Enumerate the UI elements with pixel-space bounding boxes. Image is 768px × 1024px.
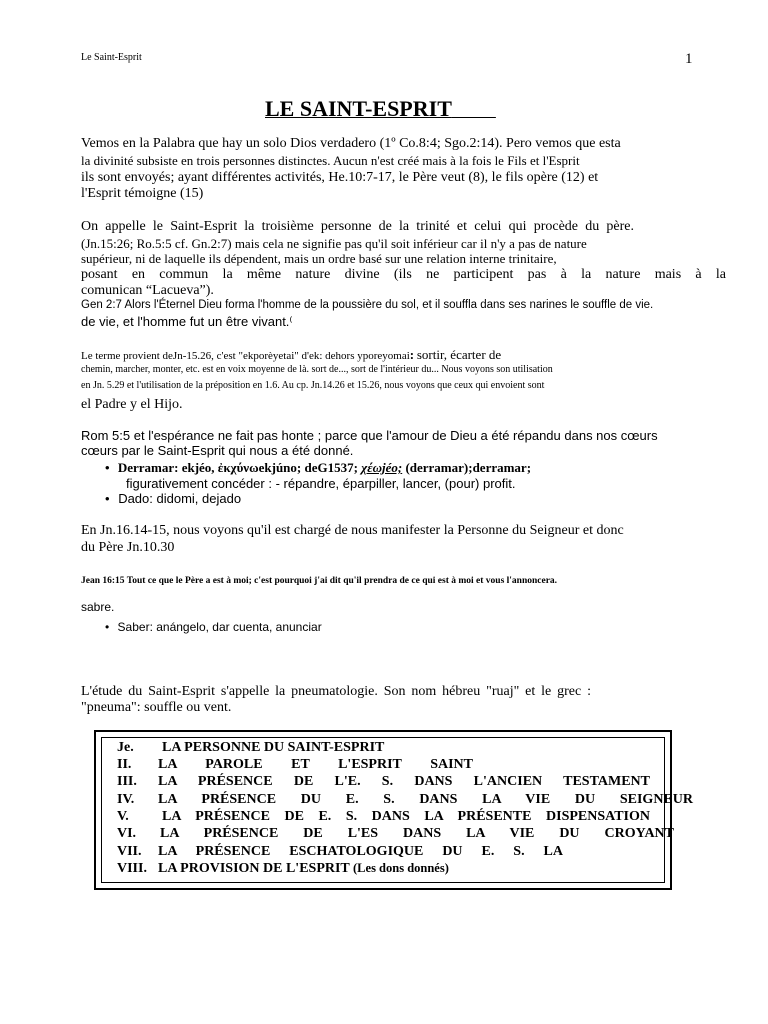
toc-number: VIII. [117,861,147,876]
paragraph-line: en Jn. 5.29 et l'utilisation de la préposition en 1.6. Au cp. Jn.14.26 et 15.26, nous voyons que ceux qui envoient sont [81,380,545,391]
toc-number: VI. [117,826,137,841]
paragraph-line: "pneuma": souffle ou vent. [81,700,232,715]
paragraph-line: l'Esprit témoigne (15) [81,186,204,201]
toc-number: VII. [117,844,142,859]
page-number: 1 [685,51,693,67]
scripture-quote: Jean 16:15 Tout ce que le Père a est à moi; c'est pourquoi j'ai dit qu'il prendra de ce qui est à moi et vous l'annoncera. [81,576,558,586]
paragraph-line: la divinité subsiste en trois personnes distinctes. Aucun n'est créé mais à la fois le Fils et l'Esprit [81,153,580,168]
scripture-quote: cœurs par le Saint-Esprit qui nous a été donné. [81,443,354,458]
etymology-meaning: sortir, écarter de [416,347,502,362]
scripture-quote: Rom 5:5 et l'espérance ne fait pas honte ; parce que l'amour de Dieu a été répandu dans nos cœurs [81,428,658,443]
paragraph-line: chemin, marcher, monter, etc. est en voix moyenne de là. sort de..., sort de l'intérieur du... Nous voyons son utilisation [81,364,553,375]
paragraph-line: ils sont envoyés; ayant différentes activités, He.10:7-17, le Père veut (8), le fils opère (12) et [81,170,599,185]
paragraph-line: En Jn.16.14-15, nous voyons qu'il est chargé de nous manifester la Personne du Seigneur et donc [81,523,624,538]
toc-text: LA PRÉSENCE DE L'ES DANS LA VIE DU CROYANT [160,826,674,841]
toc-number: II. [117,757,132,772]
toc-number: Je. [117,740,134,755]
toc-text: LA PRÉSENCE ESCHATOLOGIQUE DU E. S. LA [158,844,563,859]
scripture-quote: de vie, et l'homme fut un être vivant.⁽ [81,314,293,329]
toc-text: LA PRÉSENCE DE L'E. S. DANS L'ANCIEN TESTAMENT [158,774,650,789]
toc-number: III. [117,774,137,789]
paragraph-line: On appelle le Saint-Esprit la troisième personne de la trinité et celui qui procède du père. [81,219,634,234]
bullet-item: • Dado: didomi, dejado [105,491,241,506]
bullet-item: • Derramar: ekjéo, ἐκχύνωekjúno; deG1537; χέωjéo; (derramar);derramar; [105,460,531,476]
paragraph-line: L'étude du Saint-Esprit s'appelle la pneumatologie. Son nom hébreu "ruaj" et le grec : [81,684,591,699]
paragraph-line: du Père Jn.10.30 [81,540,175,555]
toc-text: LA PAROLE ET L'ESPRIT SAINT [158,757,473,772]
page-title: LE SAINT-ESPRIT [265,96,452,121]
paragraph-line: Vemos en la Palabra que hay un solo Dios verdadero (1º Co.8:4; Sgo.2:14). Pero vemos que esta [81,136,621,151]
paragraph-line: el Padre y el Hijo. [81,397,183,412]
paragraph-line: posant en commun la même nature divine (ils ne participent pas à la nature mais à la [81,267,726,282]
toc-text: LA PERSONNE DU SAINT-ESPRIT [162,740,385,755]
paragraph-line: sabre. [81,600,115,614]
bullet-item: • Saber: anángelo, dar cuenta, anunciar [105,620,322,634]
toc-number: IV. [117,792,135,807]
paragraph-line [81,347,501,363]
paragraph-line: comunican “Lacueva”). [81,283,214,298]
paragraph-line: (Jn.15:26; Ro.5:5 cf. Gn.2:7) mais cela ne signifie pas qu'il soit inférieur car il n'y a pas de nature [81,236,587,251]
etymology-text: Le terme provient deJn-15.26, c'est "ekporèyetai" d'ek: dehors yporeyomai [81,350,410,362]
toc-text: LA PRÉSENCE DE E. S. DANS LA PRÉSENTE DISPENSATION [162,809,650,824]
bullet-continuation: figurativement concéder : - répandre, éparpiller, lancer, (pour) profit. [126,476,516,491]
toc-number: V. [117,809,129,824]
paragraph-line: supérieur, ni de laquelle ils dépendent, mais un ordre basé sur une relation interne trinitaire, [81,251,557,266]
running-header: Le Saint-Esprit [81,52,142,63]
toc-text: LA PROVISION DE L'ESPRIT (Les dons donnés) [158,861,449,876]
scripture-quote: Gen 2:7 Alors l'Éternel Dieu forma l'homme de la poussière du sol, et il souffla dans ses narines le souffle de vie. [81,299,654,311]
toc-text: LA PRÉSENCE DU E. S. DANS LA VIE DU SEIGNEUR [158,792,693,807]
etymology-colon: : [409,347,415,362]
